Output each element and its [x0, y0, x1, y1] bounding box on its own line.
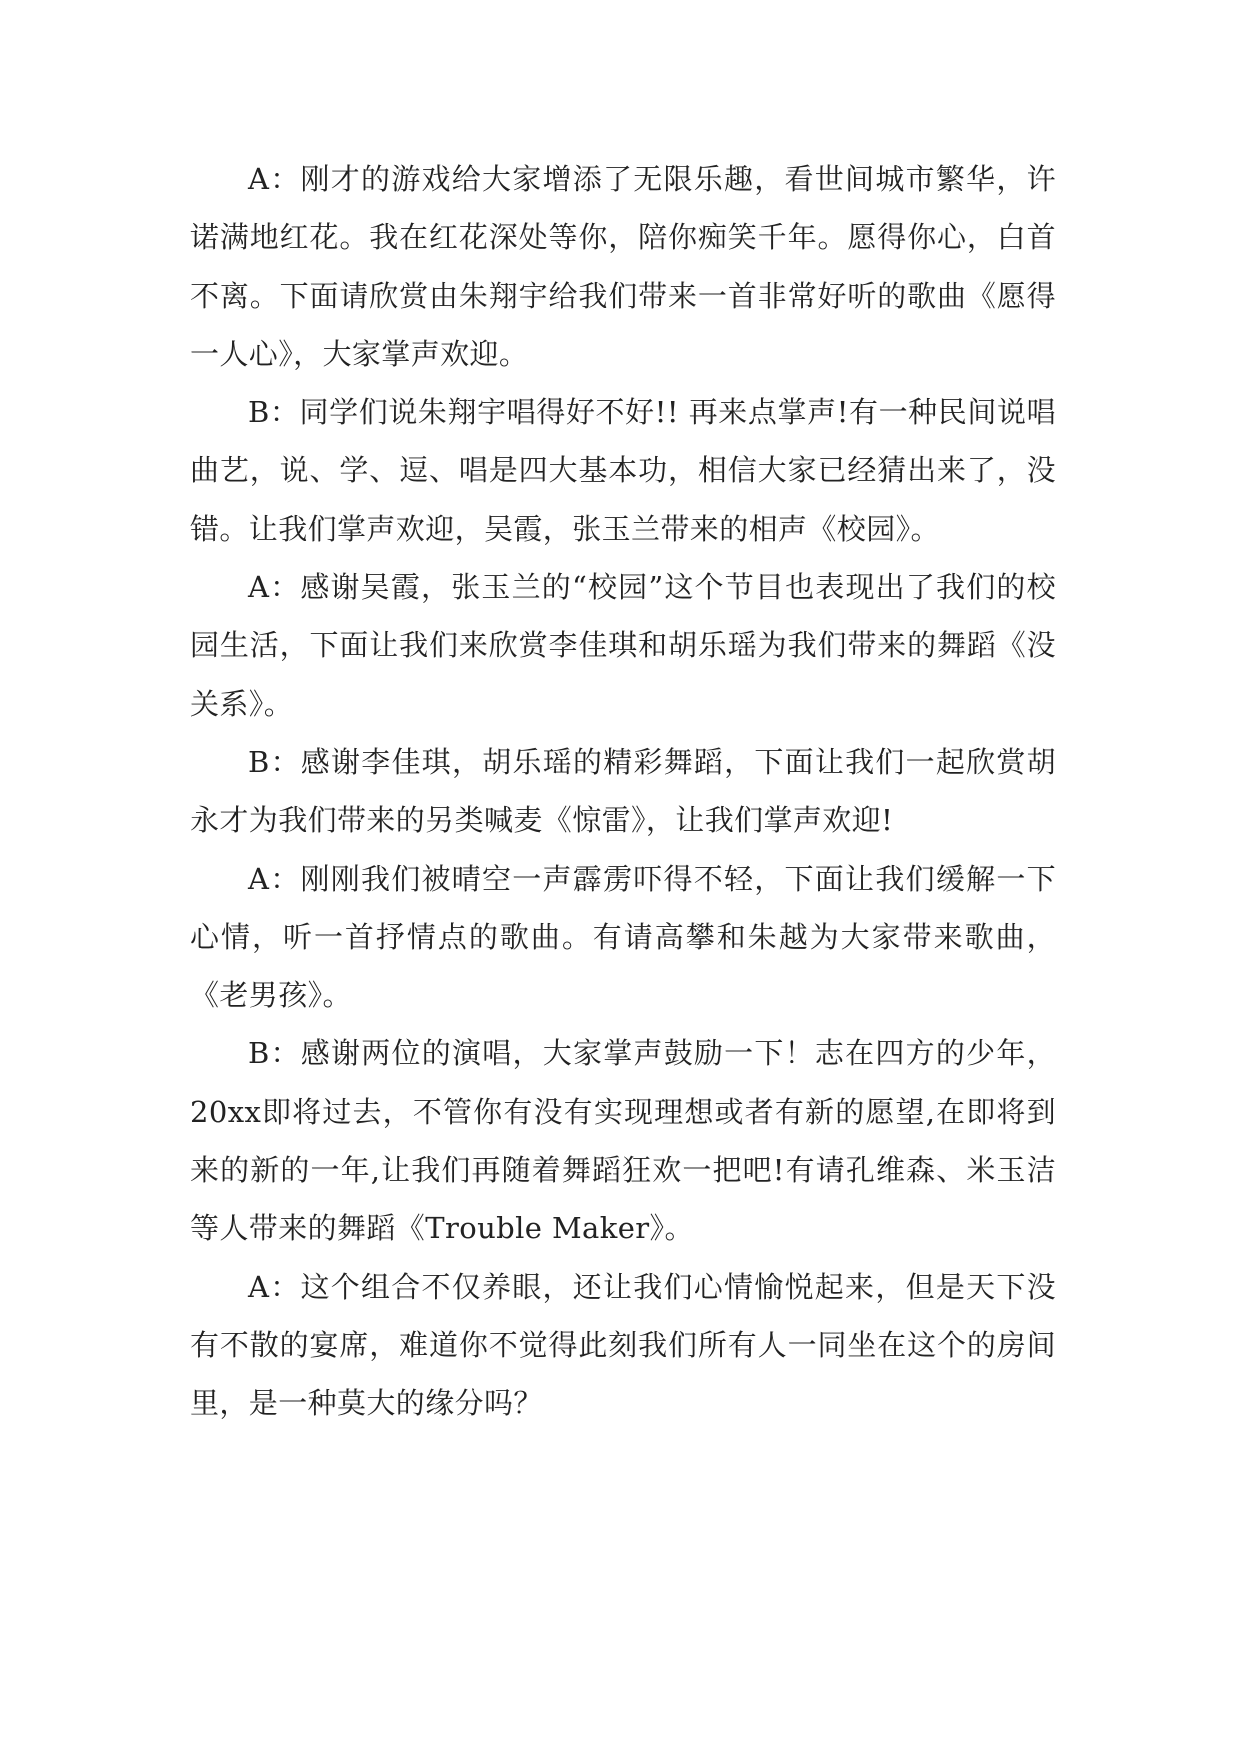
paragraph-1: A：刚才的游戏给大家增添了无限乐趣，看世间城市繁华，许诺满地红花。我在红花深处等你，陪你痴笑千年。愿得你心，白首不离。下面请欣赏由朱翔宇给我们带来一首非常好听的歌曲《愿得一人心》，大家掌声欢迎。 — [190, 162, 1056, 371]
document-body — [190, 150, 1056, 1433]
paragraph-3: A：感谢吴霞，张玉兰的“校园”这个节目也表现出了我们的校园生活，下面让我们来欣赏李佳琪和胡乐瑶为我们带来的舞蹈《没关系》。 — [190, 570, 1056, 721]
paragraph-6: B：感谢两位的演唱，大家掌声鼓励一下！志在四方的少年，20xx即将过去，不管你有没有实现理想或者有新的愿望,在即将到来的新的一年,让我们再随着舞蹈狂欢一把吧!有请孔维森、米玉洁等人带来的舞蹈《Trouble Maker》。 — [190, 1036, 1056, 1246]
paragraph-2: B：同学们说朱翔宇唱得好不好!! 再来点掌声!有一种民间说唱曲艺，说、学、逗、唱是四大基本功，相信大家已经猜出来了，没错。让我们掌声欢迎，吴霞，张玉兰带来的相声《校园》。 — [190, 395, 1056, 546]
paragraph-7: A：这个组合不仅养眼，还让我们心情愉悦起来，但是天下没有不散的宴席，难道你不觉得此刻我们所有人一同坐在这个的房间里，是一种莫大的缘分吗？ — [190, 1269, 1056, 1421]
paragraph-4: B：感谢李佳琪，胡乐瑶的精彩舞蹈，下面让我们一起欣赏胡永才为我们带来的另类喊麦《惊雷》，让我们掌声欢迎! — [190, 744, 1056, 838]
paragraph-5: A：刚刚我们被晴空一声霹雳吓得不轻，下面让我们缓解一下心情，听一首抒情点的歌曲。有请高攀和朱越为大家带来歌曲，《老男孩》。 — [190, 861, 1056, 1013]
